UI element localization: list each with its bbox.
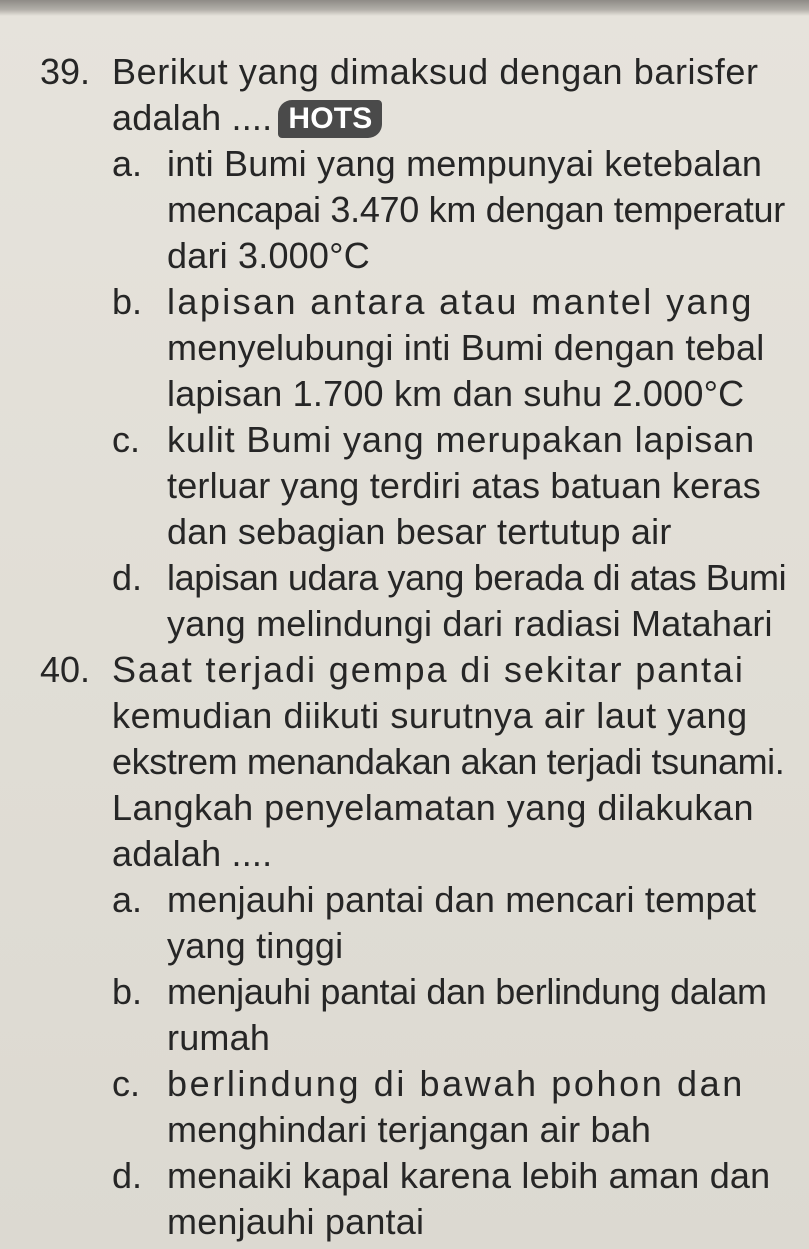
- option-text: terluar yang terdiri atas batuan keras: [167, 465, 761, 506]
- option-text: yang tinggi: [167, 925, 344, 966]
- option-text: menjauhi pantai: [167, 1201, 425, 1242]
- option-text: menjauhi pantai dan berlindung dalam: [167, 971, 767, 1012]
- top-rule: [0, 0, 809, 16]
- question-stem-line: Saat terjadi gempa di sekitar pantai: [112, 649, 745, 690]
- option-text: lapisan 1.700 km dan suhu 2.000°C: [167, 373, 745, 414]
- question-stem-text: adalah ....: [112, 97, 273, 138]
- option-letter: a.: [112, 879, 143, 920]
- question-stem-line: kemudian diikuti surutnya air laut yang: [112, 695, 748, 736]
- question-number: 39.: [40, 51, 91, 92]
- question-stem-line: Langkah penyelamatan yang dilakukan: [112, 787, 754, 828]
- option-letter: c.: [112, 1063, 141, 1104]
- option-text: inti Bumi yang mempunyai ketebalan: [167, 143, 763, 184]
- option-text: mencapai 3.470 km dengan temperatur: [167, 189, 785, 230]
- question-stem-line: ekstrem menandakan akan terjadi tsunami.: [112, 741, 785, 782]
- option-text: rumah: [167, 1017, 271, 1058]
- option-text: menghindari terjangan air bah: [167, 1109, 652, 1150]
- question-stem-line: adalah ....: [112, 833, 273, 874]
- option-letter: b.: [112, 281, 143, 322]
- question-stem-line: [112, 96, 382, 140]
- option-text: menjauhi pantai dan mencari tempat: [167, 879, 757, 920]
- option-letter: d.: [112, 1155, 143, 1196]
- question-number: 40.: [40, 649, 91, 690]
- option-text: lapisan antara atau mantel yang: [167, 281, 754, 322]
- option-text: dan sebagian besar tertutup air: [167, 511, 672, 552]
- option-text: yang melindungi dari radiasi Matahari: [167, 603, 773, 644]
- option-text: berlindung di bawah pohon dan: [167, 1063, 745, 1104]
- option-letter: c.: [112, 419, 141, 460]
- option-letter: d.: [112, 557, 143, 598]
- hots-badge: HOTS: [278, 100, 382, 138]
- option-letter: b.: [112, 971, 143, 1012]
- option-text: menaiki kapal karena lebih aman dan: [167, 1155, 771, 1196]
- option-text: lapisan udara yang berada di atas Bumi: [167, 557, 787, 598]
- question-stem-line: Berikut yang dimaksud dengan barisfer: [112, 51, 759, 92]
- option-text: dari 3.000°C: [167, 235, 370, 276]
- option-letter: a.: [112, 143, 143, 184]
- option-text: menyelubungi inti Bumi dengan tebal: [167, 327, 765, 368]
- option-text: kulit Bumi yang merupakan lapisan: [167, 419, 755, 460]
